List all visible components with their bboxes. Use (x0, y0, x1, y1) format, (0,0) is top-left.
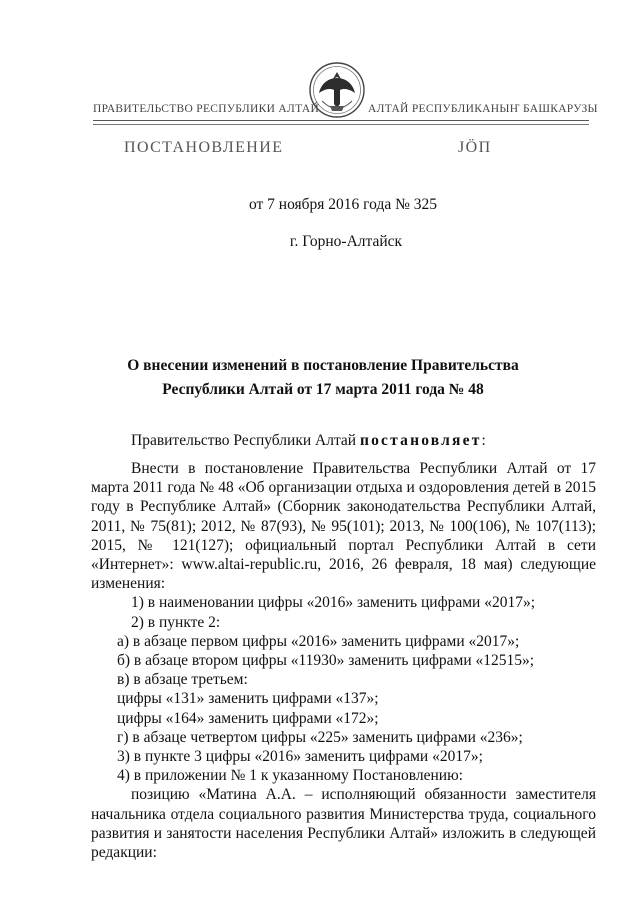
header-divider-thin (93, 124, 589, 125)
list-item: б) в абзаце втором цифры «11930» заменить цифрами «12515»; (117, 652, 535, 670)
list-item: 1) в наименовании цифры «2016» заменить цифрами «2017»; (131, 594, 536, 612)
document-kind-alt: JÖП (458, 139, 492, 156)
decree-colon: : (481, 432, 486, 449)
list-item: цифры «164» заменить цифрами «172»; (117, 709, 379, 727)
decree-subject: Правительство Республики Алтай (131, 432, 360, 449)
list-item: 3) в пункте 3 цифры «2016» заменить цифрами «2017»; (117, 748, 483, 766)
document-title-line-1: О внесении изменений в постановление Правительства (127, 357, 519, 374)
document-body (91, 459, 596, 862)
list-item: 2) в пункте 2: (131, 613, 221, 631)
header-divider (93, 120, 589, 121)
closing-paragraph: позицию «Матина А.А. – исполняющий обязанности заместителя начальника отдела социального развития Министерства труда, социального развития и занятости населения Республики Алтай» изложить в следующей редакции: (91, 786, 596, 862)
document-kind-ru: ПОСТАНОВЛЕНИЕ (124, 139, 284, 156)
government-title-ru: ПРАВИТЕЛЬСТВО РЕСПУБЛИКИ АЛТАЙ (93, 103, 320, 115)
decree-verb: постановляет (359, 432, 482, 449)
list-item: в) в абзаце третьем: (117, 671, 248, 689)
list-item: г) в абзаце четвертом цифры «225» заменить цифрами «236»; (117, 728, 523, 746)
government-title-alt: АЛТАЙ РЕСПУБЛИКАНЫҤ БАШКАРУЗЫ (368, 103, 598, 115)
document-city: г. Горно-Алтайск (289, 233, 403, 250)
list-item: цифры «131» заменить цифрами «137»; (117, 690, 379, 708)
document-date-number: от 7 ноября 2016 года № 325 (248, 196, 438, 213)
list-item: 4) в приложении № 1 к указанному Постановлению: (117, 767, 463, 785)
decree-statement (131, 432, 486, 450)
list-item: а) в абзаце первом цифры «2016» заменить цифрами «2017»; (117, 632, 520, 650)
intro-paragraph: Внести в постановление Правительства Республики Алтай от 17 марта 2011 года № 48 «Об организации отдыха и оздоровления детей в 2015 году в Республике Алтай» (Сборник законодательства Республики Алтай, 2011, № 75(81); 2012, № 87(93), № 95(101); 2013, № 100(106), № 107(113); 2015, № 121(127); официальный портал Республики Алтай в сети «Интернет»: www.altai-republic.ru, 2016, 26 февраля, 18 мая) следующие изменения: (91, 460, 596, 593)
document-title-line-2: Республики Алтай от 17 марта 2011 года № 48 (162, 381, 484, 398)
